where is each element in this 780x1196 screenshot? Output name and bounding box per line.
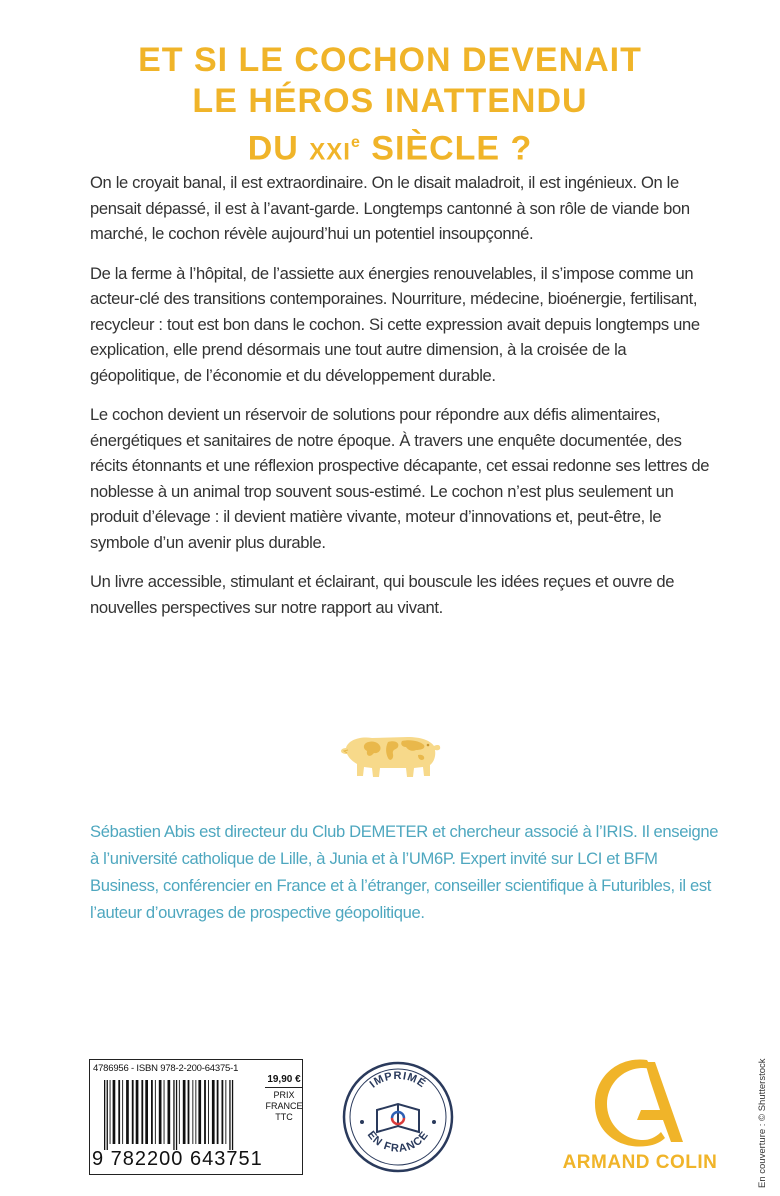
- barcode-bar: [151, 1080, 153, 1144]
- barcode-bar: [110, 1080, 111, 1144]
- barcode-icon: [102, 1080, 262, 1150]
- barcode-bar: [179, 1080, 180, 1144]
- barcode-bar: [192, 1080, 193, 1144]
- isbn-line: 4786956 - ISBN 978-2-200-64375-1: [93, 1063, 239, 1074]
- barcode-bar: [198, 1080, 201, 1144]
- barcode-bar: [173, 1080, 174, 1150]
- price-label-ttc: TTC: [275, 1112, 293, 1122]
- barcode-bar: [204, 1080, 206, 1144]
- barcode-bar: [222, 1080, 224, 1144]
- tagline-line-1: ET SI LE COCHON DEVENAIT: [138, 41, 642, 79]
- price-label-france: FRANCE: [265, 1101, 303, 1111]
- price-value: 19,90 €: [265, 1074, 303, 1088]
- made-in-france-badge-icon: [341, 1060, 455, 1174]
- tagline-line-3: DU XXIe SIÈCLE ?: [247, 129, 533, 168]
- barcode-bar: [159, 1080, 162, 1144]
- barcode-bar: [195, 1080, 196, 1144]
- armand-colin-logo-icon: [575, 1052, 705, 1152]
- barcode-bar: [176, 1080, 177, 1150]
- badge-bottom-text: EN FRANCE: [364, 1128, 432, 1155]
- ean-digits: 9 782200 643751: [92, 1148, 263, 1170]
- price-block: [265, 1074, 303, 1123]
- barcode-bar: [164, 1080, 165, 1144]
- blurb-paragraph-1: On le croyait banal, il est extraordinaire. On le disait maladroit, il est ingénieux. On le pensait dépassé, il est à l’avant-garde. Longtemps cantonné à son rôle de viande bon marché, le cochon révèle aujourd’hui un potentiel insoupçonné.: [90, 173, 690, 243]
- book-tagline: [0, 40, 780, 172]
- barcode-bar: [104, 1080, 105, 1150]
- barcode-bar: [113, 1080, 116, 1144]
- barcode-bar: [136, 1080, 139, 1144]
- barcode-bar: [183, 1080, 186, 1144]
- barcode-bar: [122, 1080, 123, 1144]
- barcode-panel: [89, 1059, 303, 1175]
- blurb-paragraph-4: Un livre accessible, stimulant et éclairant, qui bouscule les idées reçues et ouvre de nouvelles perspectives sur notre rapport au vivant.: [90, 572, 675, 617]
- barcode-bar: [168, 1080, 171, 1144]
- barcode-bar: [132, 1080, 134, 1144]
- publisher-name: ARMAND COLIN: [562, 1152, 718, 1173]
- barcode-bar: [208, 1080, 209, 1144]
- pig-world-map-icon: [338, 728, 444, 782]
- back-cover-blurb: [90, 170, 712, 634]
- badge-top-text: IMPRIMÉ: [367, 1070, 429, 1091]
- barcode-bar: [225, 1080, 226, 1144]
- barcode-bar: [188, 1080, 190, 1144]
- century-numeral: XXI: [309, 138, 351, 166]
- barcode-bar: [155, 1080, 156, 1144]
- tagline-line-2: LE HÉROS INATTENDU: [192, 82, 588, 120]
- barcode-bar: [229, 1080, 230, 1150]
- barcode-bar: [217, 1080, 219, 1144]
- barcode-bar: [118, 1080, 120, 1144]
- cover-photo-credit: En couverture : © Shutterstock: [757, 1058, 768, 1188]
- blurb-paragraph-3: Le cochon devient un réservoir de solutions pour répondre aux défis alimentaires, énergétiques et sanitaires de notre époque. À travers une enquête documentée, des récits étonnants et une réflexion prospective décapante, cet essai redonne ses lettres de noblesse à un animal trop souvent sous-estimé. Le cochon n’est plus seulement un produit d’élevage : il devient matière vivante, moteur d’innovations et, peut-être, le symbole d’un avenir plus durable.: [90, 405, 710, 552]
- barcode-bar: [126, 1080, 129, 1144]
- author-biography: Sébastien Abis est directeur du Club DEMETER et chercheur associé à l’IRIS. Il enseigne à l’université catholique de Lille, à Junia et à l’UM6P. Expert invité sur LCI et BFM Business, conférencier en France et à l’étranger, conseiller scientifique à Futuribles, il est l’auteur d’ouvrages de prospective géopolitique.: [90, 822, 719, 922]
- century-superscript: e: [350, 134, 361, 151]
- barcode-bar: [145, 1080, 148, 1144]
- price-label-prix: PRIX: [273, 1090, 295, 1100]
- barcode-bar: [141, 1080, 143, 1144]
- barcode-bar: [212, 1080, 215, 1144]
- barcode-bar: [232, 1080, 233, 1150]
- blurb-paragraph-2: De la ferme à l’hôpital, de l’assiette aux énergies renouvelables, il s’impose comme un acteur-clé des transitions contemporaines. Nourriture, médecine, bioénergie, fertilisant, recycleur : tout est bon dans le cochon. Si cette expression avait depuis longtemps une explication, elle prend désormais une tout autre dimension, à la croisée de la géopolitique, de l’économie et du développement durable.: [90, 263, 700, 385]
- barcode-bar: [107, 1080, 108, 1150]
